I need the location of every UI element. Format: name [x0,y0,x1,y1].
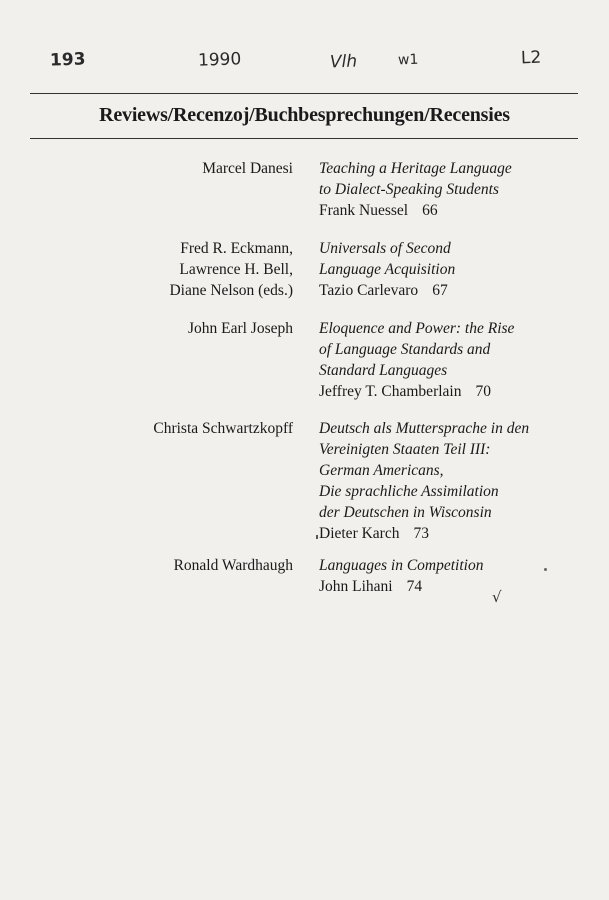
book-title [319,158,579,200]
reviewer-line [319,381,579,402]
book-title-line: Language Acquisition [319,261,456,278]
book-title-line: Standard Languages [319,362,448,379]
reviewer-name: Tazio Carlevaro [319,282,419,299]
book-title-line: Languages in Competition [319,557,484,574]
page-number: 74 [406,578,423,595]
review-authors [43,318,293,339]
review-book [319,238,579,301]
bottom-rule [30,138,578,139]
handwritten-note: L2 [520,47,542,69]
review-authors [43,238,293,301]
book-title-line: Vereinigten Staaten Teil III: [319,441,491,458]
review-book [319,418,579,544]
book-title-line: Universals of Second [319,240,451,257]
book-title-line: to Dialect-Speaking Students [319,181,499,198]
author-line: Marcel Danesi [202,160,293,177]
reviewer-name: Jeffrey T. Chamberlain [319,383,462,400]
reviewer-name: John Lihani [319,578,393,595]
page-number: 66 [422,202,438,219]
review-authors [43,418,293,439]
review-book [319,318,579,402]
review-authors [43,555,293,576]
section-title: Reviews/Recenzoj/Buchbesprechungen/Recensies [99,104,510,126]
book-title-line: Deutsch als Muttersprache in den [319,420,530,437]
handwritten-note: w1 [397,51,419,69]
book-title-line: Die sprachliche Assimilation [319,483,499,500]
book-title [319,318,579,381]
book-title [319,418,579,523]
author-line: John Earl Joseph [187,320,293,337]
handwritten-note: Vlh [329,51,358,73]
author-line: Fred R. Eckmann, [180,240,293,257]
check-mark-icon: √ [492,588,502,606]
book-title-line: Eloquence and Power: the Rise [319,320,515,337]
reviewer-line [319,523,579,544]
reviewer-name: Frank Nuessel [319,202,409,219]
ink-speck [544,568,547,571]
author-line: Ronald Wardhaugh [173,557,293,574]
review-book [319,555,579,597]
review-authors [43,158,293,179]
book-title-line: of Language Standards and [319,341,491,358]
handwritten-note: 193 [49,49,86,71]
book-title-line: der Deutschen in Wisconsin [319,504,492,521]
page-number: 70 [475,383,491,400]
ink-speck [316,535,318,539]
book-title [319,555,579,576]
page-number: 73 [413,525,429,542]
top-rule [30,93,578,94]
reviewer-line [319,576,579,597]
book-title-line: German Americans, [319,462,444,479]
reviewer-line [319,280,579,301]
book-title [319,238,579,280]
review-book [319,158,579,221]
page-number: 67 [432,282,448,299]
reviewer-line [319,200,579,221]
handwritten-note: 1990 [197,49,242,71]
author-line: Lawrence H. Bell, [179,261,293,278]
author-line: Diane Nelson (eds.) [169,282,293,299]
author-line: Christa Schwartzkopff [153,420,293,437]
book-title-line: Teaching a Heritage Language [319,160,512,177]
reviewer-name: Dieter Karch [319,525,400,542]
